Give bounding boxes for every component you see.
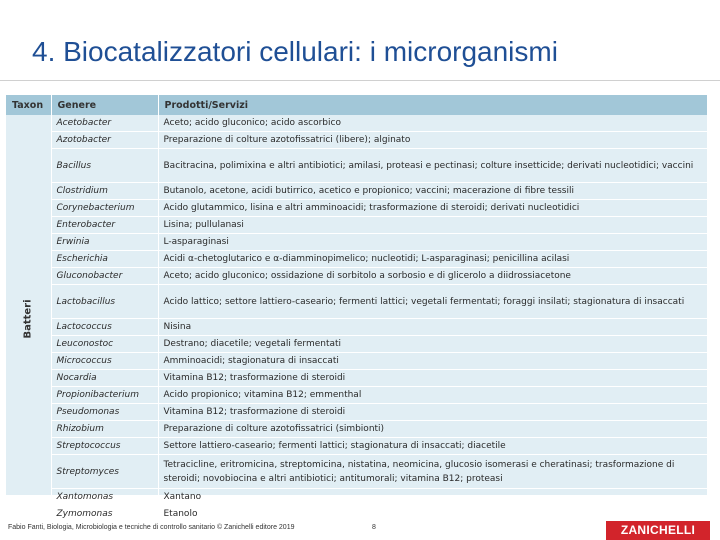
zanichelli-logo: ZANICHELLI [606,521,710,540]
genus-cell: Pseudomonas [51,404,158,421]
genus-cell: Nocardia [51,370,158,387]
products-cell: Vitamina B12; trasformazione di steroidi [158,404,707,421]
taxon-group-cell [6,115,51,523]
genus-cell: Xantomonas [51,489,158,506]
page-title: 4. Biocatalizzatori cellulari: i microrganismi [32,36,558,67]
table-row [6,183,707,200]
genus-cell: Lactococcus [51,319,158,336]
table-row [6,506,707,523]
table-row [6,115,707,132]
genus-cell: Corynebacterium [51,200,158,217]
genus-cell: Acetobacter [51,115,158,132]
genus-cell: Clostridium [51,183,158,200]
table-header-row [6,95,707,115]
page-number: 8 [372,524,376,531]
table-row [6,336,707,353]
genus-cell: Micrococcus [51,353,158,370]
title-divider [0,80,720,81]
genus-cell: Gluconobacter [51,268,158,285]
products-cell: Bacitracina, polimixina e altri antibiotici; amilasi, proteasi e pectinasi; colture insetticide; derivati nucleotidici; vaccini [158,149,707,183]
table-row [6,285,707,319]
products-cell: Butanolo, acetone, acidi butirrico, acetico e propionico; vaccini; macerazione di fibre tessili [158,183,707,200]
table-row [6,404,707,421]
table-row [6,268,707,285]
table-row [6,149,707,183]
products-cell: Destrano; diacetile; vegetali fermentati [158,336,707,353]
products-cell: Preparazione di colture azotofissatrici (libere); alginato [158,132,707,149]
products-cell: Aceto; acido gluconico; ossidazione di sorbitolo a sorbosio e di glicerolo a diidrossiacetone [158,268,707,285]
genus-cell: Bacillus [51,149,158,183]
genus-cell: Azotobacter [51,132,158,149]
column-header-prodotti: Prodotti/Servizi [158,95,707,115]
table-row [6,251,707,268]
genus-cell: Streptomyces [51,455,158,489]
products-cell: Etanolo [158,506,707,523]
products-cell: Preparazione di colture azotofissatrici (simbionti) [158,421,707,438]
table-row [6,200,707,217]
products-cell: Acido glutammico, lisina e altri amminoacidi; trasformazione di steroidi; derivati nucleotidici [158,200,707,217]
genus-cell: Erwinia [51,234,158,251]
genus-cell: Enterobacter [51,217,158,234]
products-cell: Amminoacidi; stagionatura di insaccati [158,353,707,370]
microorganism-table [6,95,707,523]
table-row [6,421,707,438]
products-cell: Settore lattiero-caseario; fermenti lattici; stagionatura di insaccati; diacetile [158,438,707,455]
table-row [6,319,707,336]
column-header-genere: Genere [51,95,158,115]
products-cell: Acido propionico; vitamina B12; emmenthal [158,387,707,404]
table-row [6,370,707,387]
products-cell: L-asparaginasi [158,234,707,251]
table-row [6,438,707,455]
genus-cell: Escherichia [51,251,158,268]
table-row [6,217,707,234]
table-row [6,455,707,489]
products-cell: Tetracicline, eritromicina, streptomicina, nistatina, neomicina, glucosio isomerasi e cheratinasi; trasformazione di steroidi; novobiocina e altri antibiotici; antitumorali; vitamina B12; proteasi [158,455,707,489]
products-cell: Acidi α-chetoglutarico e α-diamminopimelico; nucleotidi; L-asparaginasi; penicillina acilasi [158,251,707,268]
microorganism-table-panel [6,95,707,519]
table-row [6,489,707,506]
products-cell: Vitamina B12; trasformazione di steroidi [158,370,707,387]
table-body [6,115,707,523]
table-row [6,132,707,149]
genus-cell: Leuconostoc [51,336,158,353]
products-cell: Lisina; pullulanasi [158,217,707,234]
taxon-group-label: Batteri [22,298,34,339]
footer-citation: Fabio Fanti, Biologia, Microbiologia e tecniche di controllo sanitario © Zanichelli editore 2019 [8,524,295,531]
genus-cell: Rhizobium [51,421,158,438]
genus-cell: Propionibacterium [51,387,158,404]
genus-cell: Lactobacillus [51,285,158,319]
products-cell: Aceto; acido gluconico; acido ascorbico [158,115,707,132]
products-cell: Nisina [158,319,707,336]
genus-cell: Streptococcus [51,438,158,455]
products-cell: Acido lattico; settore lattiero-caseario; fermenti lattici; vegetali fermentati; foraggi insilati; stagionatura di insaccati [158,285,707,319]
table-row [6,387,707,404]
table-row [6,234,707,251]
genus-cell: Zymomonas [51,506,158,523]
column-header-taxon: Taxon [6,95,51,115]
table-row [6,353,707,370]
products-cell: Xantano [158,489,707,506]
